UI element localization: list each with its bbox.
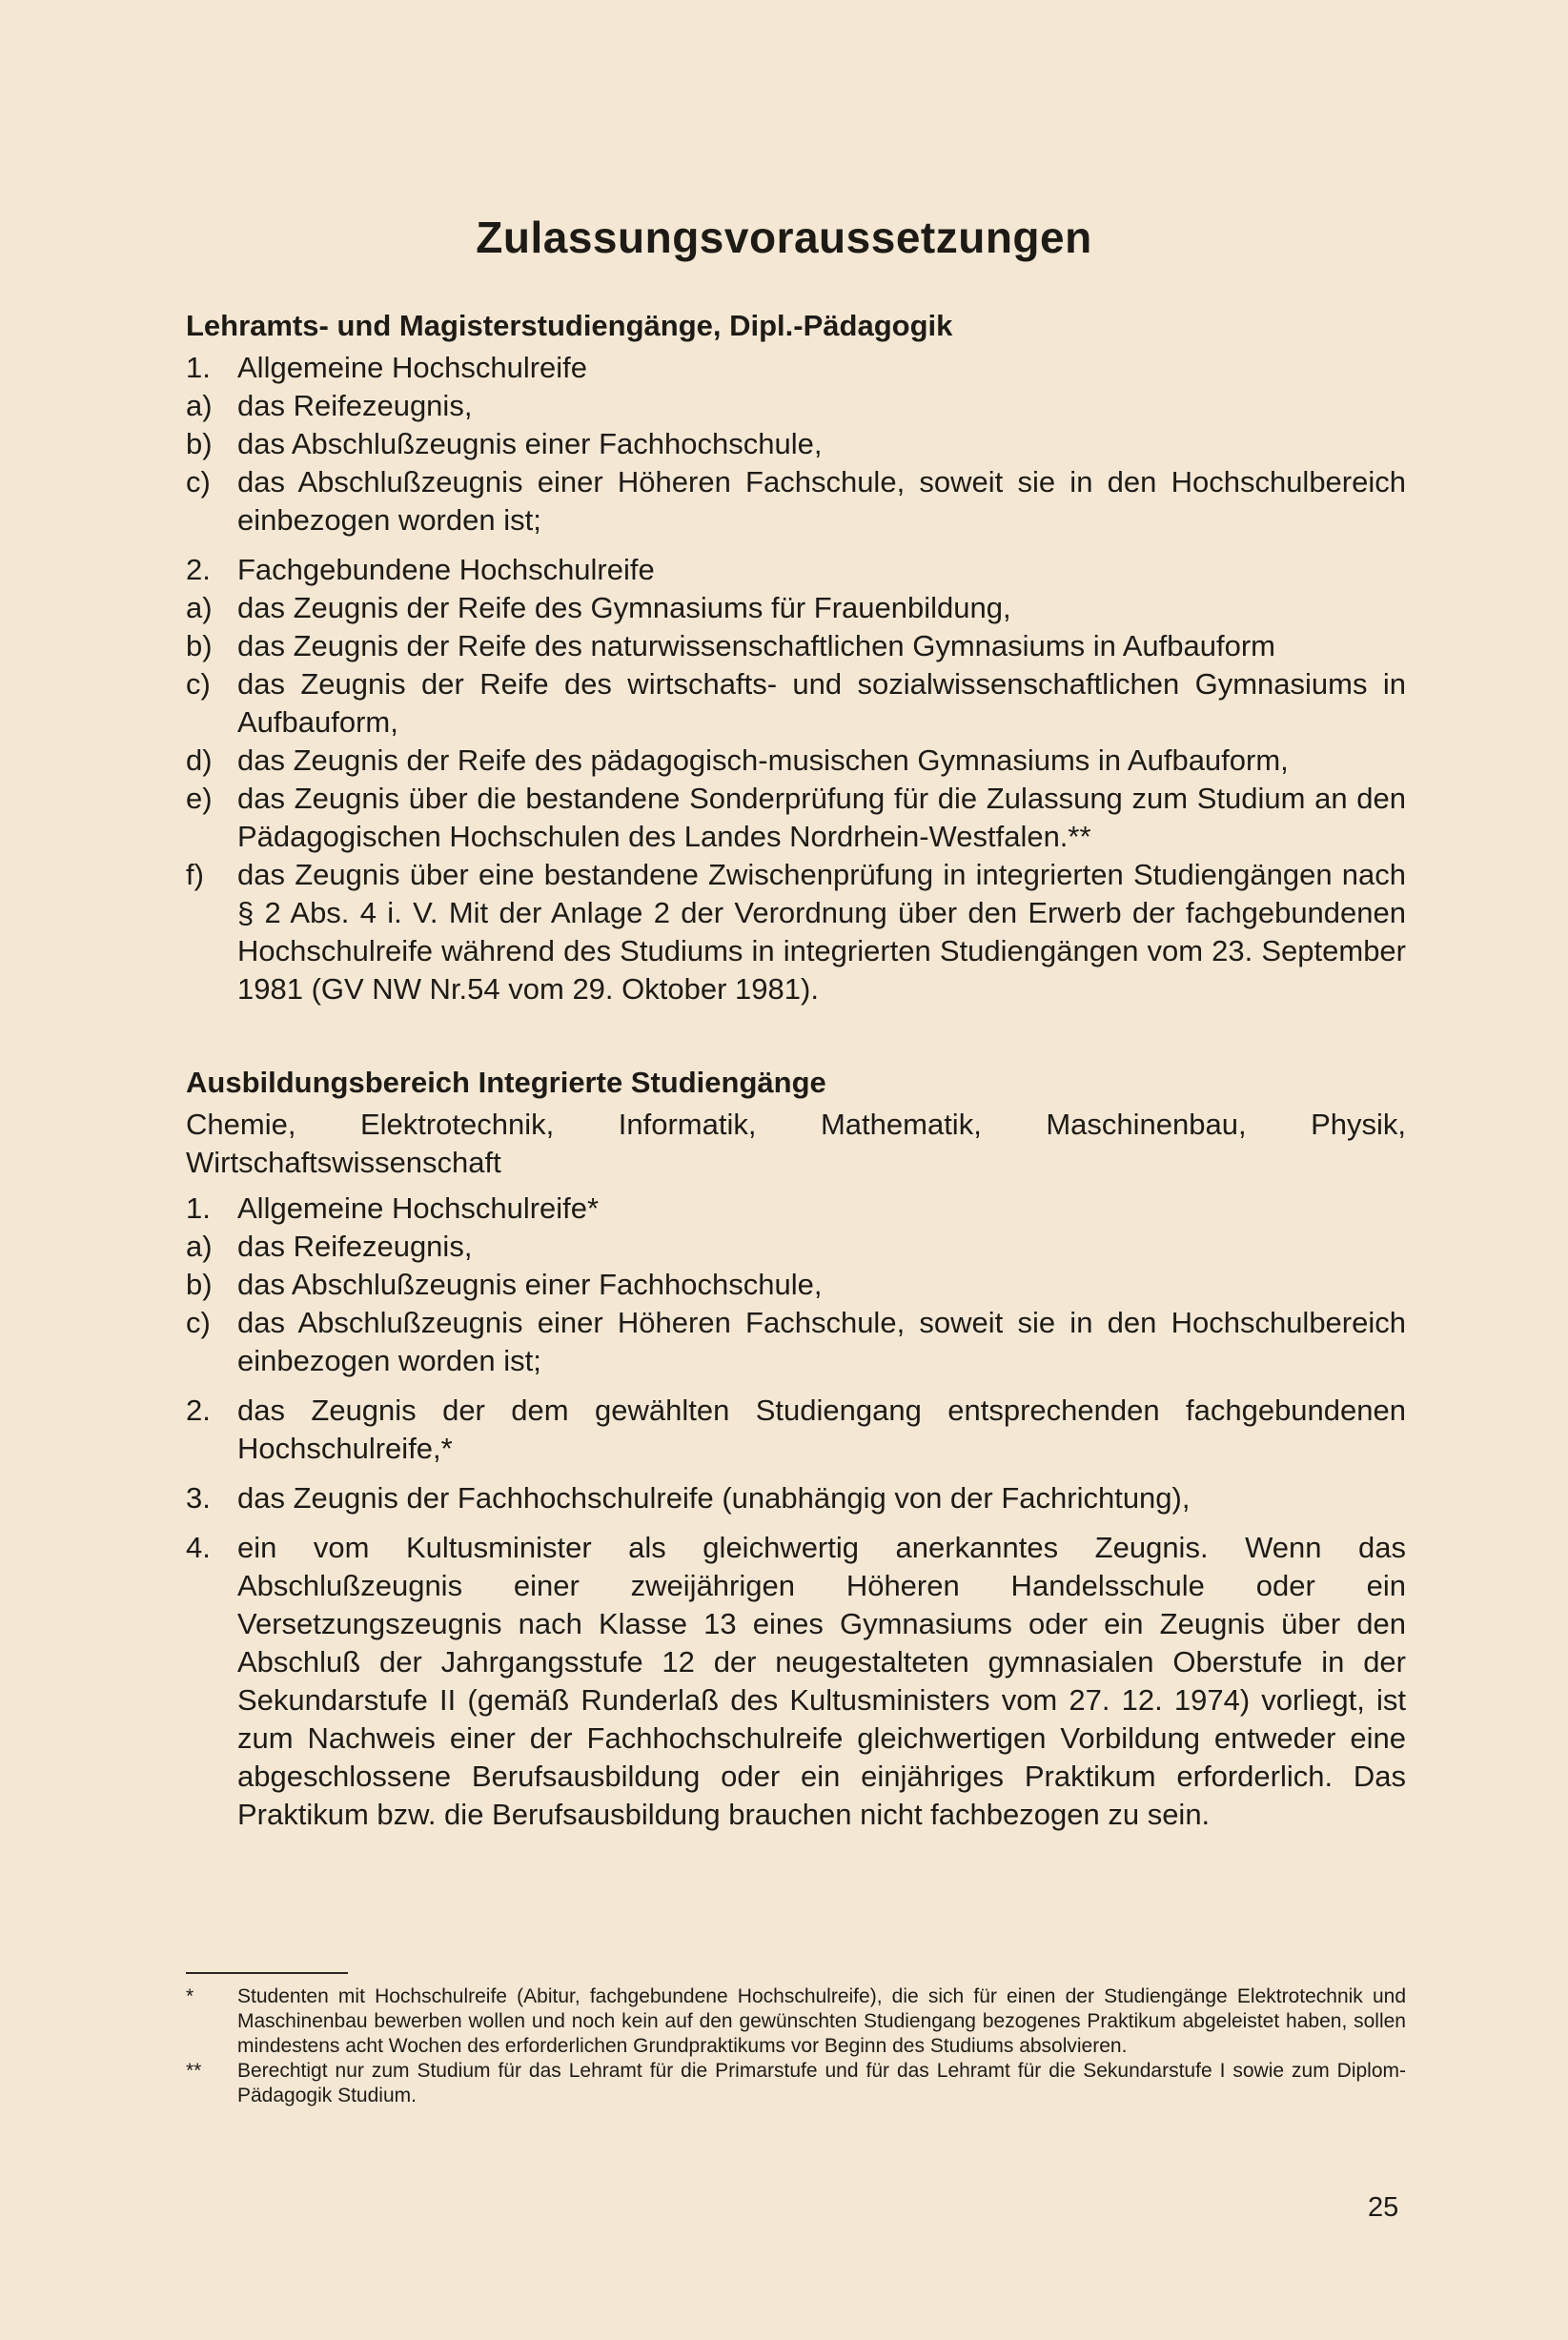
sub-list-item <box>186 463 1406 539</box>
sub-list-item <box>186 780 1406 856</box>
section-intro: Chemie, Elektrotechnik, Informatik, Mathematik, Maschinenbau, Physik, Wirtschaftswissenschaft <box>186 1108 1406 1179</box>
sub-item-text: das Zeugnis der Reife des wirtschafts- und sozialwissenschaftlichen Gymnasiums in Aufbauform, <box>237 667 1406 739</box>
footnote-divider <box>186 1972 348 1974</box>
list-item <box>186 551 1406 589</box>
page-title: Zulassungsvoraussetzungen <box>476 213 1092 262</box>
sub-item-text: das Zeugnis der Reife des naturwissenschaftlichen Gymnasiums in Aufbauform <box>237 629 1275 662</box>
sub-item-letter: c) <box>186 465 211 499</box>
section-lehramt <box>186 307 1406 1008</box>
sub-item-letter: b) <box>186 427 213 460</box>
sub-item-letter: f) <box>186 858 204 891</box>
sub-item-letter: a) <box>186 1230 213 1263</box>
sub-item-text: das Abschlußzeugnis einer Fachhochschule, <box>237 1268 823 1301</box>
section-integrierte-studiengaenge <box>186 1064 1406 1834</box>
sub-item-letter: a) <box>186 389 213 422</box>
sub-item-text: das Reifezeugnis, <box>237 389 473 422</box>
main-content <box>186 307 1406 1834</box>
list-item <box>186 1479 1406 1517</box>
item-text: das Zeugnis der Fachhochschulreife (unabhängig von der Fachrichtung), <box>237 1481 1191 1515</box>
list-item <box>186 349 1406 387</box>
item-number: 4. <box>186 1531 211 1564</box>
sub-item-text: das Abschlußzeugnis einer Höheren Fachschule, soweit sie in den Hochschulbereich einbezogen worden ist; <box>237 1306 1406 1377</box>
sub-item-letter: b) <box>186 1268 213 1301</box>
item-label: Fachgebundene Hochschulreife <box>237 553 655 586</box>
item-number: 2. <box>186 1394 211 1427</box>
item-number: 1. <box>186 1191 211 1225</box>
item-label: Allgemeine Hochschulreife* <box>237 1191 600 1225</box>
item-text: das Zeugnis der dem gewählten Studiengang entsprechenden fachgebundenen Hochschulreife,* <box>237 1394 1406 1465</box>
footnote-text: Studenten mit Hochschulreife (Abitur, fachgebundene Hochschulreife), die sich für einen der Studiengänge Elektrotechnik und Maschinenbau bewerben wollen und noch kein auf den gewünschten Studiengang bezogenes Praktikum abgeleistet haben, sollen mindestens acht Wochen des erforderlichen Grundpraktikums vor Beginn des Studiums absolvieren. <box>237 1985 1406 2057</box>
sub-item-letter: e) <box>186 782 213 815</box>
item-number: 2. <box>186 553 211 586</box>
sub-list-item <box>186 856 1406 1008</box>
sub-list-item <box>186 742 1406 780</box>
sub-list-item <box>186 387 1406 425</box>
page-number: 25 <box>1368 2192 1399 2223</box>
sub-list-item <box>186 627 1406 665</box>
sub-item-text: das Zeugnis der Reife des pädagogisch-musischen Gymnasiums in Aufbauform, <box>237 743 1289 777</box>
item-text: ein vom Kultusminister als gleichwertig anerkanntes Zeugnis. Wenn das Abschlußzeugnis einer zweijährigen Höheren Handelsschule oder ein Versetzungszeugnis nach Klasse 13 eines Gymnasiums oder ein Zeugnis über den Abschluß der Jahrgangsstufe 12 der neugestalteten gymnasialen Oberstufe in der Sekundarstufe II (gemäß Runderlaß des Kultusministers vom 27. 12. 1974) vorliegt, ist zum Nachweis einer der Fachhochschulreife gleichwertigen Vorbildung entweder eine abgeschlossene Berufsausbildung oder ein einjähriges Praktikum erforderlich. Das Praktikum bzw. die Berufsausbildung brauchen nicht fachbezogen zu sein. <box>237 1531 1406 1831</box>
sub-list-item <box>186 665 1406 742</box>
sub-item-text: das Zeugnis über eine bestandene Zwischenprüfung in integrierten Studiengängen nach § 2 Abs. 4 i. V. Mit der Anlage 2 der Verordnung über den Erwerb der fachgebundenen Hochschulreife während des Studiums in integrierten Studiengängen vom 23. September 1981 (GV NW Nr.54 vom 29. Oktober 1981). <box>237 858 1406 1006</box>
sub-list-item <box>186 589 1406 627</box>
list-item <box>186 1392 1406 1468</box>
list-item <box>186 1190 1406 1228</box>
sub-item-text: das Zeugnis der Reife des Gymnasiums für Frauenbildung, <box>237 591 1011 624</box>
sub-list-item <box>186 1266 1406 1304</box>
footnote-mark: * <box>186 1985 194 2007</box>
sub-item-letter: c) <box>186 1306 211 1339</box>
sub-list <box>186 589 1406 1008</box>
sub-item-text: das Reifezeugnis, <box>237 1230 473 1263</box>
sub-item-text: das Abschlußzeugnis einer Fachhochschule, <box>237 427 823 460</box>
sub-list <box>186 1228 1406 1380</box>
sub-list <box>186 387 1406 539</box>
footnote <box>186 1984 1406 2059</box>
footnote-mark: ** <box>186 2060 202 2082</box>
footnote-text: Berechtigt nur zum Studium für das Lehramt für die Primarstufe und für das Lehramt für die Sekundarstufe I sowie zum Diplom-Pädagogik Studium. <box>237 2060 1406 2106</box>
section-heading: Ausbildungsbereich Integrierte Studiengänge <box>186 1066 826 1099</box>
item-label: Allgemeine Hochschulreife <box>237 351 588 384</box>
item-number: 1. <box>186 351 211 384</box>
sub-item-letter: a) <box>186 591 213 624</box>
item-number: 3. <box>186 1481 211 1515</box>
sub-item-text: das Zeugnis über die bestandene Sonderprüfung für die Zulassung zum Studium an den Pädagogischen Hochschulen des Landes Nordrhein-Westfalen.** <box>237 782 1406 853</box>
footnote <box>186 2059 1406 2108</box>
sub-list-item <box>186 1228 1406 1266</box>
list-item <box>186 1529 1406 1834</box>
section-heading: Lehramts- und Magisterstudiengänge, Dipl.-Pädagogik <box>186 309 953 342</box>
sub-item-letter: d) <box>186 743 213 777</box>
sub-item-letter: c) <box>186 667 211 701</box>
footnotes <box>186 1984 1406 2108</box>
sub-item-letter: b) <box>186 629 213 662</box>
sub-item-text: das Abschlußzeugnis einer Höheren Fachschule, soweit sie in den Hochschulbereich einbezogen worden ist; <box>237 465 1406 537</box>
sub-list-item <box>186 1304 1406 1380</box>
sub-list-item <box>186 425 1406 463</box>
